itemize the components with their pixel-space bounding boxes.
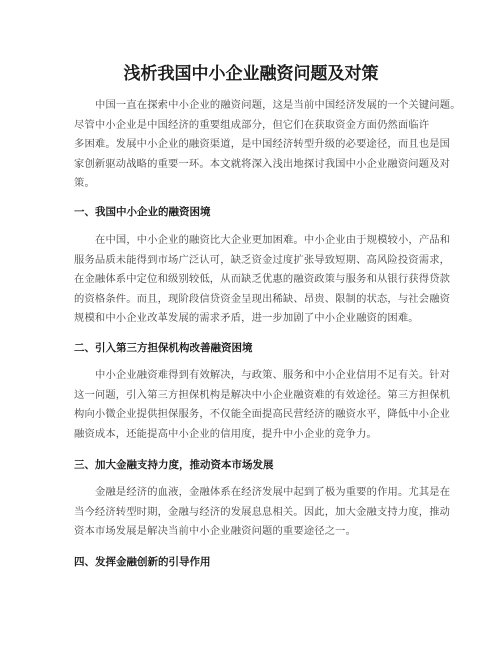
section-paragraph-2 bbox=[74, 366, 451, 444]
paragraph-line: 在中国，中小企业的融资比大企业更加困难。中小企业由于规模较小，产品和 bbox=[95, 234, 451, 246]
paragraph-line: 资本市场发展是解决当前中小企业融资问题的重要途径之一。 bbox=[74, 525, 357, 538]
paragraph-line: 融资成本，还能提高中小企业的信用度，提升中小企业的竞争力。 bbox=[74, 427, 377, 440]
paragraph-line: 服务品质未能得到市场广泛认可，缺乏资金过度扩张导致短期、高风险投资需求， bbox=[74, 253, 451, 266]
section-paragraph-3 bbox=[74, 483, 451, 542]
section-heading-2: 二、引入第三方担保机构改善融资困境 bbox=[74, 342, 253, 354]
document-title: 浅析我国中小企业融资问题及对策 bbox=[123, 64, 379, 84]
intro-paragraph bbox=[74, 96, 461, 194]
section-heading-3: 三、加大金融支持力度，推动资本市场发展 bbox=[74, 459, 274, 471]
intro-line: 策。 bbox=[74, 177, 95, 190]
intro-line: 中国一直在探索中小企业的融资问题，这是当前中国经济发展的一个关键问题。 bbox=[95, 99, 461, 111]
paragraph-line: 金融是经济的血液，金融体系在经济发展中起到了极为重要的作用。尤其是在 bbox=[95, 486, 451, 498]
paragraph-line: 中小企业融资难得到有效解决，与政策、服务和中小企业信用不足有关。针对 bbox=[95, 369, 451, 381]
paragraph-line: 规模和中小企业改革发展的需求矛盾，进一步加剧了中小企业融资的困难。 bbox=[74, 312, 419, 325]
section-paragraph-1 bbox=[74, 231, 451, 329]
intro-line: 家创新驱动战略的重要一环。本文就将深入浅出地探讨我国中小企业融资问题及对 bbox=[74, 157, 451, 170]
section-heading-1: 一、我国中小企业的融资困境 bbox=[74, 206, 211, 218]
intro-line: 尽管中小企业是中国经济的重要组成部分，但它们在获取资金方面仍然面临许 bbox=[74, 118, 430, 131]
paragraph-line: 在金融体系中定位和级别较低，从而缺乏优惠的融资政策与服务和从银行获得贷款 bbox=[74, 273, 451, 286]
paragraph-line: 当今经济转型时期，金融与经济的发展息息相关。因此，加大金融支持力度，推动 bbox=[74, 505, 451, 518]
paragraph-line: 的资格条件。而且，现阶段信贷资金呈现出稀缺、昂贵、限制的状态，与社会融资 bbox=[74, 292, 451, 305]
paragraph-line: 这一问题，引入第三方担保机构是解决中小企业融资难的有效途径。第三方担保机 bbox=[74, 388, 451, 401]
paragraph-line: 构向小微企业提供担保服务，不仅能全面提高民营经济的融资水平，降低中小企业 bbox=[74, 408, 451, 421]
section-heading-4: 四、发挥金融创新的引导作用 bbox=[74, 556, 211, 568]
intro-line: 多困难。发展中小企业的融资渠道，是中国经济转型升级的必要途径，而且也是国 bbox=[74, 138, 451, 151]
